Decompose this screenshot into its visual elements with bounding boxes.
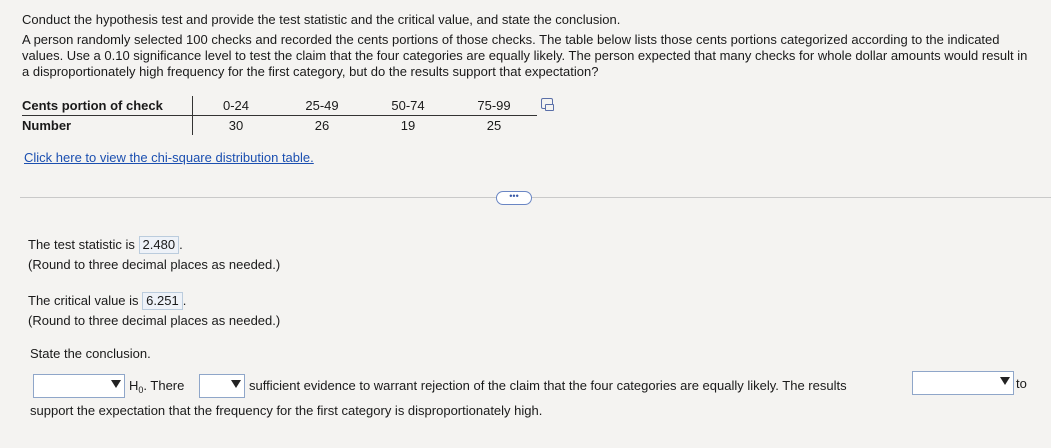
critical-value-label: The critical value is — [28, 293, 139, 308]
h0-text — [129, 378, 184, 395]
count-cell: 30 — [228, 118, 244, 133]
expand-more-button[interactable]: ••• — [496, 191, 532, 205]
count-cell: 26 — [314, 118, 330, 133]
row-label-cents: Cents portion of check — [22, 96, 193, 116]
chevron-down-icon — [1000, 377, 1010, 385]
question-text — [22, 12, 1037, 80]
h0-subscript: 0 — [138, 385, 144, 395]
decision-dropdown[interactable] — [33, 374, 125, 398]
period-text: . — [179, 237, 183, 252]
category-cell: 25-49 — [279, 96, 365, 116]
category-cell: 50-74 — [365, 96, 451, 116]
problem-body: A person randomly selected 100 checks and recorded the cents portions of those checks. The table below lists those cents portions categorized according to the indicated values. Use a 0.10 significance level to test the claim that the four categories are equally likely. The person expected that many checks for whole dollar amounts would result in a disproportionately high frequency for the first category, but do the results support that expectation? — [22, 32, 1028, 79]
conclusion-end-text: support the expectation that the frequency for the first category is disproportionately high. — [30, 403, 543, 418]
there-text: . There — [143, 378, 185, 393]
evidence-dropdown[interactable] — [199, 374, 245, 398]
chevron-down-icon — [231, 380, 241, 388]
category-cell: 75-99 — [451, 96, 537, 116]
section-divider — [20, 197, 1051, 198]
frequency-table — [22, 96, 537, 135]
test-statistic-line — [28, 236, 183, 254]
to-text: to — [1016, 376, 1027, 391]
critical-value-answer[interactable]: 6.251 — [142, 292, 183, 310]
critical-value-line — [28, 292, 186, 310]
round-note: (Round to three decimal places as needed.) — [28, 257, 281, 272]
count-cell: 25 — [486, 118, 502, 133]
category-cell: 0-24 — [193, 96, 280, 116]
h0-symbol: H — [129, 378, 139, 393]
row-label-number: Number — [22, 116, 193, 136]
period-text: . — [182, 293, 187, 308]
support-dropdown[interactable] — [912, 371, 1014, 395]
copy-data-icon[interactable] — [541, 98, 553, 109]
test-statistic-label: The test statistic is — [28, 237, 135, 252]
instruction-text: Conduct the hypothesis test and provide the test statistic and the critical value, and state the conclusion. — [22, 12, 621, 27]
round-note: (Round to three decimal places as needed.) — [28, 313, 281, 328]
chi-square-table-link[interactable]: Click here to view the chi-square distribution table. — [24, 150, 314, 165]
sufficient-evidence-text: sufficient evidence to warrant rejection of the claim that the four categories are equally likely. The results — [249, 378, 847, 393]
conclusion-label: State the conclusion. — [30, 346, 151, 361]
chevron-down-icon — [111, 380, 121, 388]
count-cell: 19 — [400, 118, 416, 133]
test-statistic-answer[interactable]: 2.480 — [139, 236, 180, 254]
